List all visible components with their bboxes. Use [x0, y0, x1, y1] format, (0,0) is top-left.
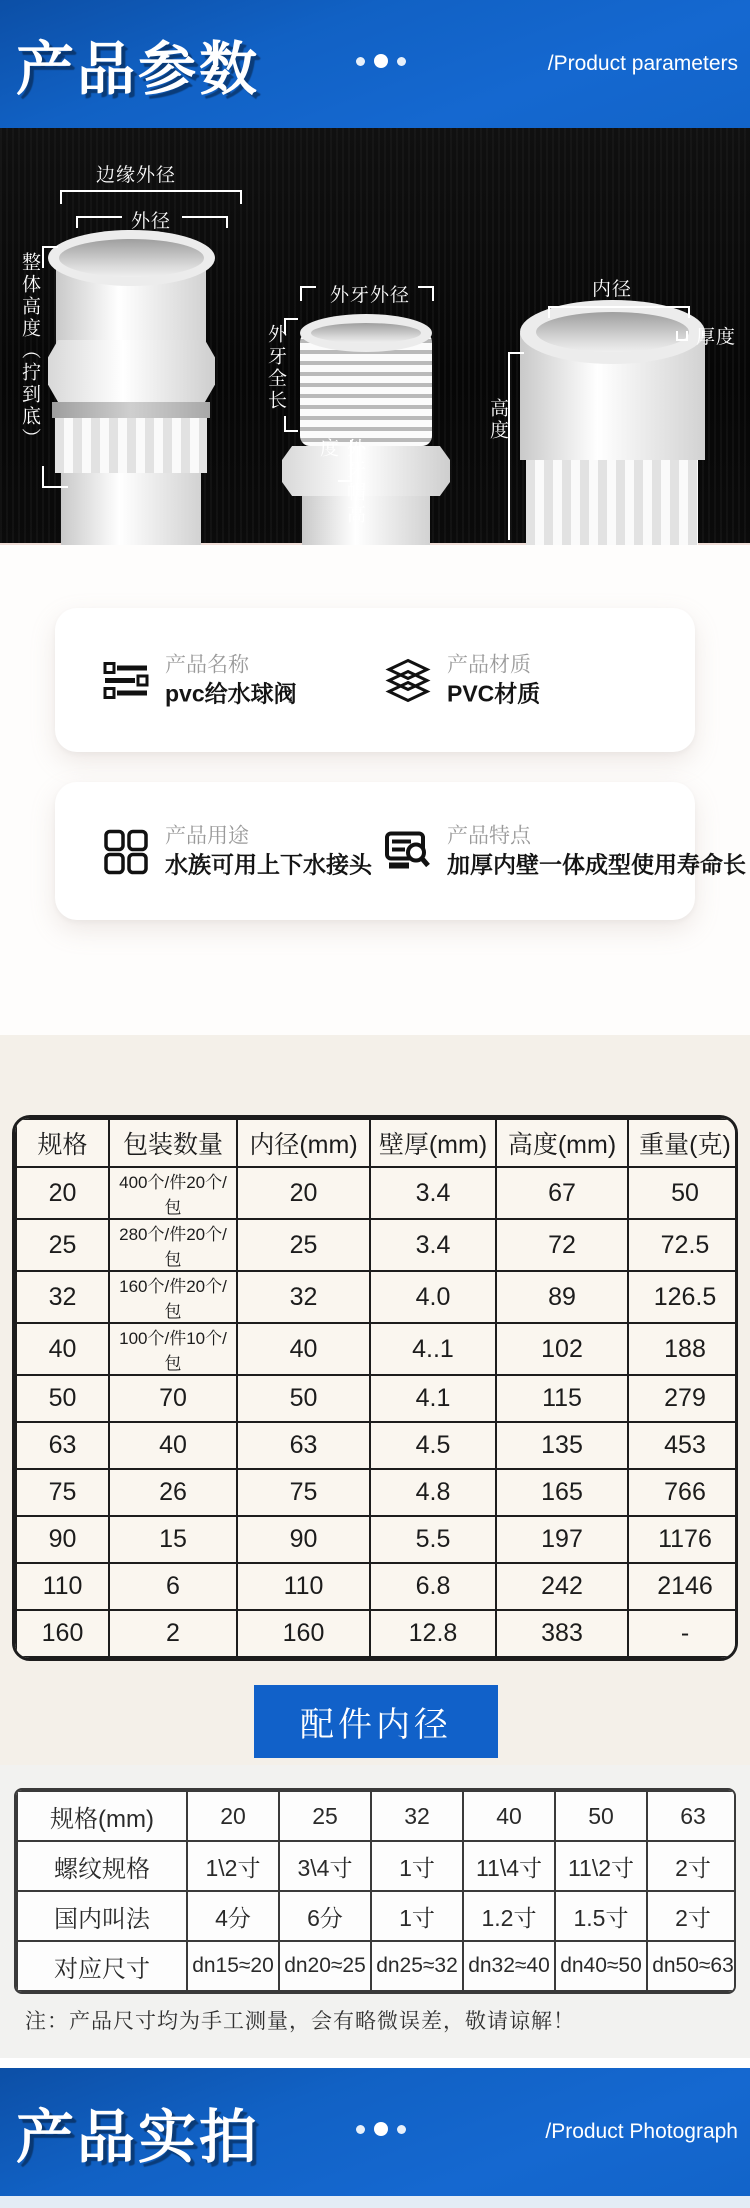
spec-table-cell: 63 [237, 1422, 370, 1469]
dots-separator-icon [356, 2122, 406, 2136]
spec-table-cell: 90 [16, 1516, 109, 1563]
spec-table-cell: 3.4 [370, 1167, 496, 1219]
bracket-thickness [676, 331, 688, 341]
fitting-table-row [17, 1841, 736, 1891]
product-use-value: 水族可用上下水接头 [165, 851, 372, 878]
spec-table-cell: 766 [628, 1469, 738, 1516]
spec-table-row [16, 1271, 738, 1323]
measurement-note: 注：产品尺寸均为手工测量，会有略微误差，敬请谅解！ [25, 2010, 575, 2033]
spec-table-cell: 90 [237, 1516, 370, 1563]
spec-table-row [16, 1323, 738, 1375]
spec-table-row [16, 1219, 738, 1271]
layers-icon [385, 657, 431, 703]
spec-table-cell: - [628, 1610, 738, 1657]
spec-table-cell: 67 [496, 1167, 628, 1219]
product-material-value: PVC材质 [447, 680, 541, 707]
fitting-table-cell: dn50≈63 [647, 1941, 736, 1991]
annotation-id: 内径 [592, 279, 633, 300]
list-icon [103, 657, 149, 703]
fitting-table-cell: 63 [647, 1791, 736, 1841]
fitting-table-cell: 32 [371, 1791, 463, 1841]
spec-table-cell: 453 [628, 1422, 738, 1469]
bracket-od-left [76, 216, 122, 228]
footer-banner [0, 2068, 750, 2196]
fitting-table-body [17, 1791, 736, 1991]
spec-table-cell: 20 [237, 1167, 370, 1219]
spec-table-row [16, 1167, 738, 1219]
spec-table-cell: 279 [628, 1375, 738, 1422]
fitting-table-cell: dn25≈32 [371, 1941, 463, 1991]
spec-table-cell: 40 [237, 1323, 370, 1375]
spec-table-cell: 89 [496, 1271, 628, 1323]
spec-table-section [0, 1035, 750, 1765]
fitting-row-header: 螺纹规格 [17, 1841, 187, 1891]
fitting-table-cell: 1寸 [371, 1891, 463, 1941]
spec-table-cell: 75 [237, 1469, 370, 1516]
spec-table-cell: 40 [109, 1422, 237, 1469]
spec-table-cell: 50 [16, 1375, 109, 1422]
annotation-edge-od: 边缘外径 [96, 165, 177, 186]
annotation-total-height: 整体高度（拧到底） [19, 252, 40, 450]
doc-search-icon [385, 828, 431, 874]
fitting-table-cell: 40 [463, 1791, 555, 1841]
spec-header-row [16, 1119, 738, 1167]
section-divider [0, 2058, 750, 2068]
spec-table-wrapper [12, 1115, 738, 1661]
spec-table-row [16, 1516, 738, 1563]
spec-table-cell: 12.8 [370, 1610, 496, 1657]
fitting-table-cell: 20 [187, 1791, 279, 1841]
fitting-table-cell: 25 [279, 1791, 371, 1841]
spec-table-cell: 242 [496, 1563, 628, 1610]
grid-icon [103, 828, 149, 874]
spec-table-cell: 25 [237, 1219, 370, 1271]
spec-table-cell: 280个/件20个/包 [109, 1219, 237, 1271]
fitting-row-header: 对应尺寸 [17, 1941, 187, 1991]
fitting-table-cell: 1.2寸 [463, 1891, 555, 1941]
product-feature-item [385, 823, 746, 880]
spec-table-cell: 110 [16, 1563, 109, 1610]
spec-table-cell: 135 [496, 1422, 628, 1469]
spec-table-cell: 32 [237, 1271, 370, 1323]
annotation-thread-length: 外牙全长 [265, 324, 286, 412]
fitting-table-cell: 11\4寸 [463, 1841, 555, 1891]
product-material-label: 产品材质 [447, 653, 531, 677]
spec-table-cell: 4.0 [370, 1271, 496, 1323]
fitting-row-header: 规格(mm) [17, 1791, 187, 1841]
fitting-table-cell: dn40≈50 [555, 1941, 647, 1991]
spec-table-cell: 197 [496, 1516, 628, 1563]
fitting-table-cell: 2寸 [647, 1891, 736, 1941]
spec-table-cell: 40 [16, 1323, 109, 1375]
spec-table-cell: 4..1 [370, 1323, 496, 1375]
spec-table-cell: 26 [109, 1469, 237, 1516]
spec-table-cell: 4.5 [370, 1422, 496, 1469]
spec-table-row [16, 1610, 738, 1657]
annotation-thread-od: 外牙外径 [330, 285, 411, 306]
product-use-item [103, 823, 372, 880]
spec-table-cell: 5.5 [370, 1516, 496, 1563]
spec-table-cell: 160 [16, 1610, 109, 1657]
bracket-total-height-bottom [42, 466, 68, 488]
spec-table-cell: 70 [109, 1375, 237, 1422]
fitting-table-cell: 11\2寸 [555, 1841, 647, 1891]
fitting-table-cell: dn20≈25 [279, 1941, 371, 1991]
spec-table-cell: 25 [16, 1219, 109, 1271]
bracket-id [548, 306, 690, 318]
fitting-table-wrapper [14, 1788, 736, 1994]
spec-table-cell: 1176 [628, 1516, 738, 1563]
product-name-value: pvc给水球阀 [165, 680, 297, 707]
fitting-table-cell: 50 [555, 1791, 647, 1841]
spec-table-cell: 50 [628, 1167, 738, 1219]
bracket-total-height-top [42, 246, 58, 268]
spec-table-cell: 102 [496, 1323, 628, 1375]
spec-table-head [16, 1119, 738, 1167]
spec-header-cell: 壁厚(mm) [370, 1119, 496, 1167]
fitting-table-cell: dn32≈40 [463, 1941, 555, 1991]
bracket-edge-od [60, 190, 242, 204]
spec-header-cell: 规格 [16, 1119, 109, 1167]
spec-header-cell: 重量(克) [628, 1119, 738, 1167]
fitting-table-cell: 1.5寸 [555, 1891, 647, 1941]
spec-header-cell: 高度(mm) [496, 1119, 628, 1167]
fitting-table-row [17, 1891, 736, 1941]
header-banner [0, 0, 750, 128]
bottom-strip [0, 2196, 750, 2208]
spec-table-cell: 15 [109, 1516, 237, 1563]
spec-table-cell: 4.8 [370, 1469, 496, 1516]
spec-table-cell: 2 [109, 1610, 237, 1657]
fitting-table-row [17, 1791, 736, 1841]
fitting-table [16, 1790, 736, 1992]
spec-table-row [16, 1422, 738, 1469]
spec-table-row [16, 1469, 738, 1516]
annotation-thickness: 厚度 [696, 327, 737, 348]
spec-table-cell: 115 [496, 1375, 628, 1422]
footer-title: 产品实拍 [16, 2105, 261, 2170]
spec-table-cell: 160个/件20个/包 [109, 1271, 237, 1323]
spec-table-cell: 50 [237, 1375, 370, 1422]
fitting-row-header: 国内叫法 [17, 1891, 187, 1941]
bracket-thread-od-left [300, 286, 316, 301]
spec-table-cell: 6.8 [370, 1563, 496, 1610]
bracket-thread-od-right [418, 286, 434, 301]
spec-table-row [16, 1563, 738, 1610]
product-name-item [103, 652, 297, 709]
spec-table-cell: 32 [16, 1271, 109, 1323]
product-use-label: 产品用途 [165, 824, 249, 848]
fitting-table-cell: 3\4寸 [279, 1841, 371, 1891]
info-cards-section [0, 545, 750, 1035]
product-feature-value: 加厚内壁一体成型使用寿命长 [447, 851, 746, 878]
fitting-table-cell: 2寸 [647, 1841, 736, 1891]
spec-table-cell: 75 [16, 1469, 109, 1516]
page-subtitle: /Product parameters [547, 52, 738, 75]
spec-table-body [16, 1167, 738, 1657]
product-feature-label: 产品特点 [447, 824, 531, 848]
spec-table-cell: 188 [628, 1323, 738, 1375]
card-use-feature [55, 782, 746, 920]
spec-table-cell: 72.5 [628, 1219, 738, 1271]
product-material-item [385, 652, 540, 709]
fitting-table-section [0, 1765, 750, 2058]
spec-table-cell: 126.5 [628, 1271, 738, 1323]
spec-table-cell: 20 [16, 1167, 109, 1219]
spec-table-cell: 383 [496, 1610, 628, 1657]
annotation-height: 高度 [487, 398, 508, 442]
spec-table-cell: 6 [109, 1563, 237, 1610]
spec-table-cell: 400个/件20个/包 [109, 1167, 237, 1219]
inner-diameter-button[interactable]: 配件内径 [254, 1685, 498, 1758]
spec-table-cell: 72 [496, 1219, 628, 1271]
spec-header-cell: 包装数量 [109, 1119, 237, 1167]
dots-separator-icon [356, 54, 406, 68]
bracket-od-right [182, 216, 228, 228]
page-title: 产品参数 [16, 37, 261, 102]
fitting-table-row [17, 1941, 736, 1991]
spec-table-cell: 100个/件10个/包 [109, 1323, 237, 1375]
spec-header-cell: 内径(mm) [237, 1119, 370, 1167]
product-name-label: 产品名称 [165, 653, 249, 677]
spec-table-cell: 4.1 [370, 1375, 496, 1422]
annotation-od: 外径 [131, 211, 172, 232]
fitting-table-cell: 4分 [187, 1891, 279, 1941]
product-photo [0, 128, 750, 545]
spec-table-cell: 165 [496, 1469, 628, 1516]
footer-subtitle: /Product Photograph [545, 2120, 738, 2143]
spec-table-cell: 63 [16, 1422, 109, 1469]
fitting-table-cell: 1\2寸 [187, 1841, 279, 1891]
spec-table-cell: 160 [237, 1610, 370, 1657]
fitting-table-cell: dn15≈20 [187, 1941, 279, 1991]
annotation-cap-height: 外牙帽高度 [317, 438, 365, 526]
spec-table [15, 1118, 738, 1658]
spec-table-cell: 110 [237, 1563, 370, 1610]
card-name-material [55, 608, 695, 752]
spec-table-cell: 3.4 [370, 1219, 496, 1271]
fitting-table-cell: 6分 [279, 1891, 371, 1941]
spec-table-cell: 2146 [628, 1563, 738, 1610]
spec-table-row [16, 1375, 738, 1422]
fitting-table-cell: 1寸 [371, 1841, 463, 1891]
